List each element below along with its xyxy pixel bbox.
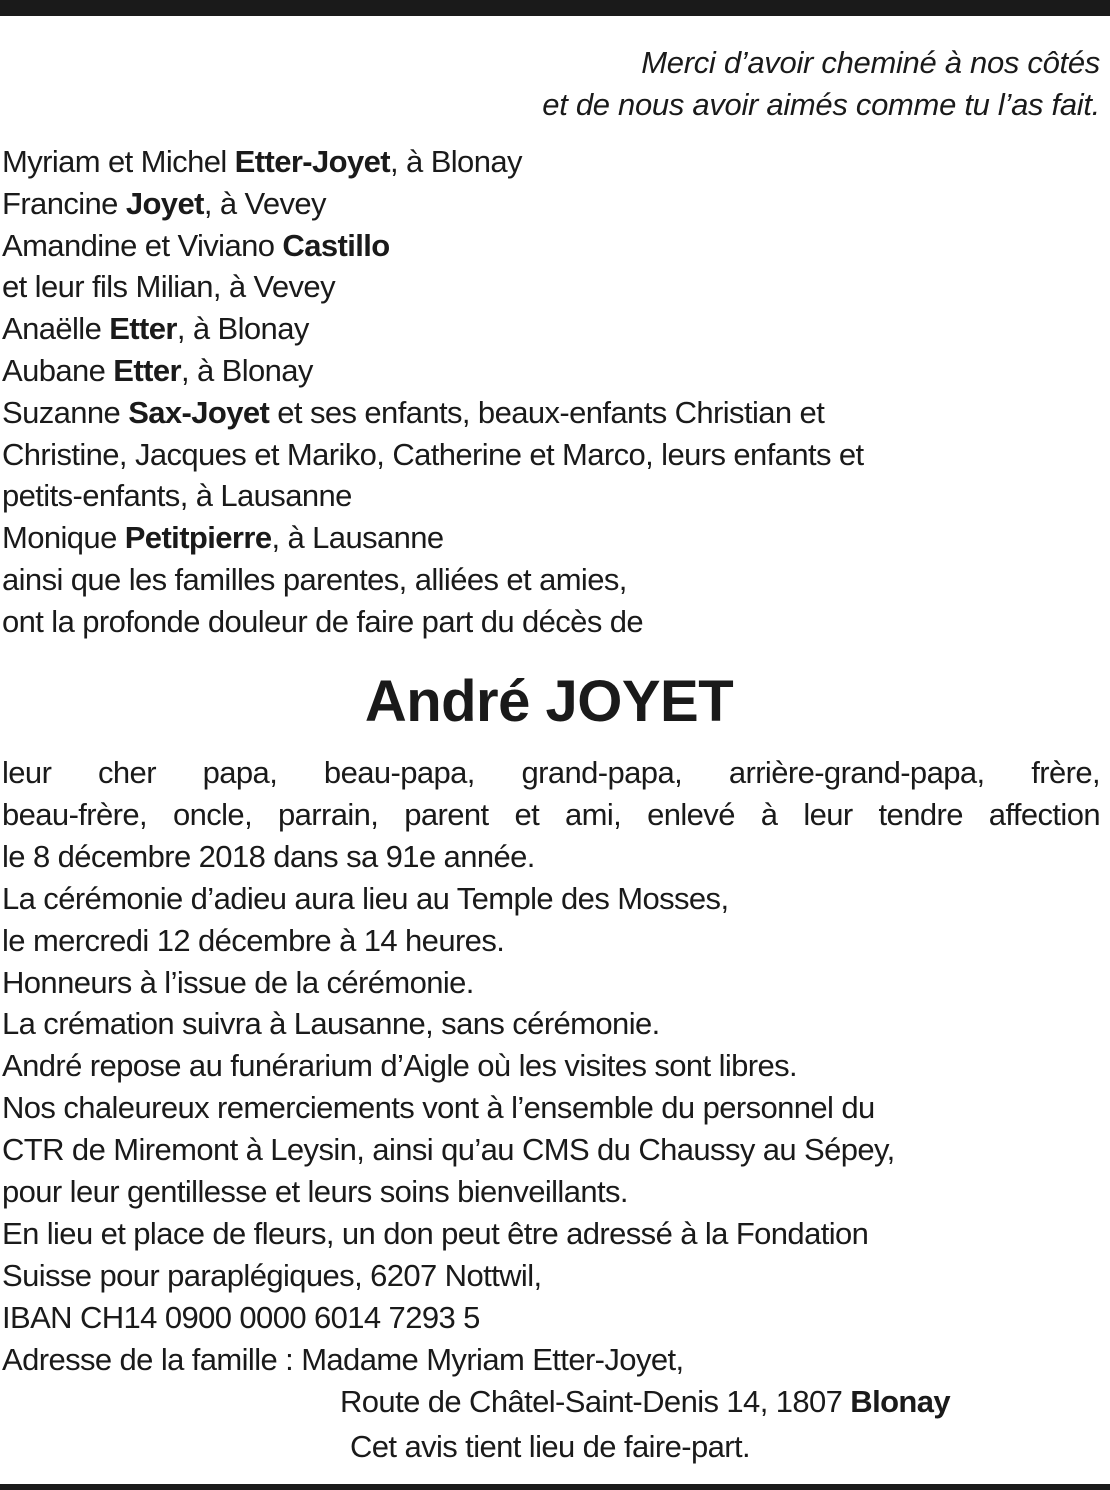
family-location: , à Lausanne [271, 520, 444, 556]
body-line: beau-frère, oncle, parrain, parent et ami, enlevé à leur tendre affection [2, 796, 1100, 832]
family-first-names: Francine [2, 185, 126, 221]
family-location: , à Blonay [180, 352, 313, 388]
family-surname: Joyet [125, 185, 204, 221]
body-line: le 8 décembre 2018 dans sa 91e année. [2, 838, 535, 874]
body-line: pour leur gentillesse et leurs soins bienveillants. [2, 1174, 628, 1210]
family-line [2, 141, 1102, 183]
body-line: Nos chaleureux remerciements vont à l’ensemble du personnel du [2, 1090, 875, 1126]
address-street-text: Route de Châtel-Saint-Denis 14, 1807 [340, 1383, 851, 1419]
family-first-names: Suzanne [2, 394, 129, 430]
body-line: La crémation suivra à Lausanne, sans cérémonie. [2, 1006, 660, 1042]
body-line: CTR de Miremont à Leysin, ainsi qu’au CMS du Chaussy au Sépey, [2, 1132, 895, 1168]
family-line [2, 308, 1102, 350]
family-first-names: Anaëlle [2, 311, 110, 347]
epigraph [100, 42, 1100, 126]
family-line: ont la profonde douleur de faire part du décès de [2, 603, 644, 639]
body-line: En lieu et place de fleurs, un don peut être adressé à la Fondation [2, 1215, 869, 1251]
body-line: le mercredi 12 décembre à 14 heures. [2, 922, 505, 958]
family-line: et leur fils Milian, à Vevey [2, 269, 335, 305]
body-line: leur cher papa, beau-papa, grand-papa, arrière-grand-papa, frère, [2, 755, 1100, 790]
family-location: , à Vevey [203, 185, 326, 221]
family-surname: Petitpierre [124, 520, 272, 556]
epigraph-line: et de nous avoir aimés comme tu l’as fait. [542, 87, 1100, 122]
top-border-rule [0, 0, 1110, 16]
body-line: Honneurs à l’issue de la cérémonie. [2, 964, 474, 1000]
family-line: ainsi que les familles parentes, alliées et amies, [2, 561, 627, 597]
body-line: André repose au funérarium d’Aigle où les visites sont libres. [2, 1048, 798, 1084]
announcement-body [2, 752, 1100, 1423]
family-location: , à Blonay [390, 144, 522, 179]
family-first-names: Aubane [2, 352, 114, 388]
family-line [2, 183, 1102, 225]
body-line: Suisse pour paraplégiques, 6207 Nottwil, [2, 1257, 542, 1293]
family-line [2, 350, 1102, 392]
family-surname: Sax-Joyet [128, 394, 270, 430]
family-first-names: Myriam et Michel [2, 144, 235, 179]
iban-line: IBAN CH14 0900 0000 6014 7293 5 [2, 1299, 480, 1335]
family-address-street [2, 1381, 1100, 1423]
family-first-names: Monique [2, 520, 125, 556]
family-first-names: Amandine et Viviano [2, 227, 283, 263]
bottom-border-rule [0, 1484, 1110, 1490]
family-surname: Etter [113, 352, 181, 388]
justified-paragraph [2, 752, 1100, 836]
family-line: Christine, Jacques et Mariko, Catherine et Marco, leurs enfants et [2, 436, 864, 472]
family-line [2, 392, 1102, 434]
family-address-line: Adresse de la famille : Madame Myriam Etter-Joyet, [2, 1341, 684, 1377]
body-line: La cérémonie d’adieu aura lieu au Temple des Mosses, [2, 880, 729, 916]
family-location: , à Blonay [176, 311, 309, 347]
address-city: Blonay [850, 1383, 951, 1419]
closing-note: Cet avis tient lieu de faire-part. [349, 1429, 751, 1464]
family-surname: Etter [109, 311, 177, 347]
family-line: petits-enfants, à Lausanne [2, 478, 352, 514]
family-list [2, 141, 1102, 643]
family-surname: Castillo [282, 227, 390, 263]
family-line [2, 517, 1102, 559]
deceased-name: André JOYET [364, 669, 734, 734]
family-line [2, 225, 1102, 267]
epigraph-line: Merci d’avoir cheminé à nos côtés [641, 45, 1100, 80]
family-location: et ses enfants, beaux-enfants Christian et [269, 394, 825, 430]
family-surname: Etter-Joyet [234, 144, 391, 179]
